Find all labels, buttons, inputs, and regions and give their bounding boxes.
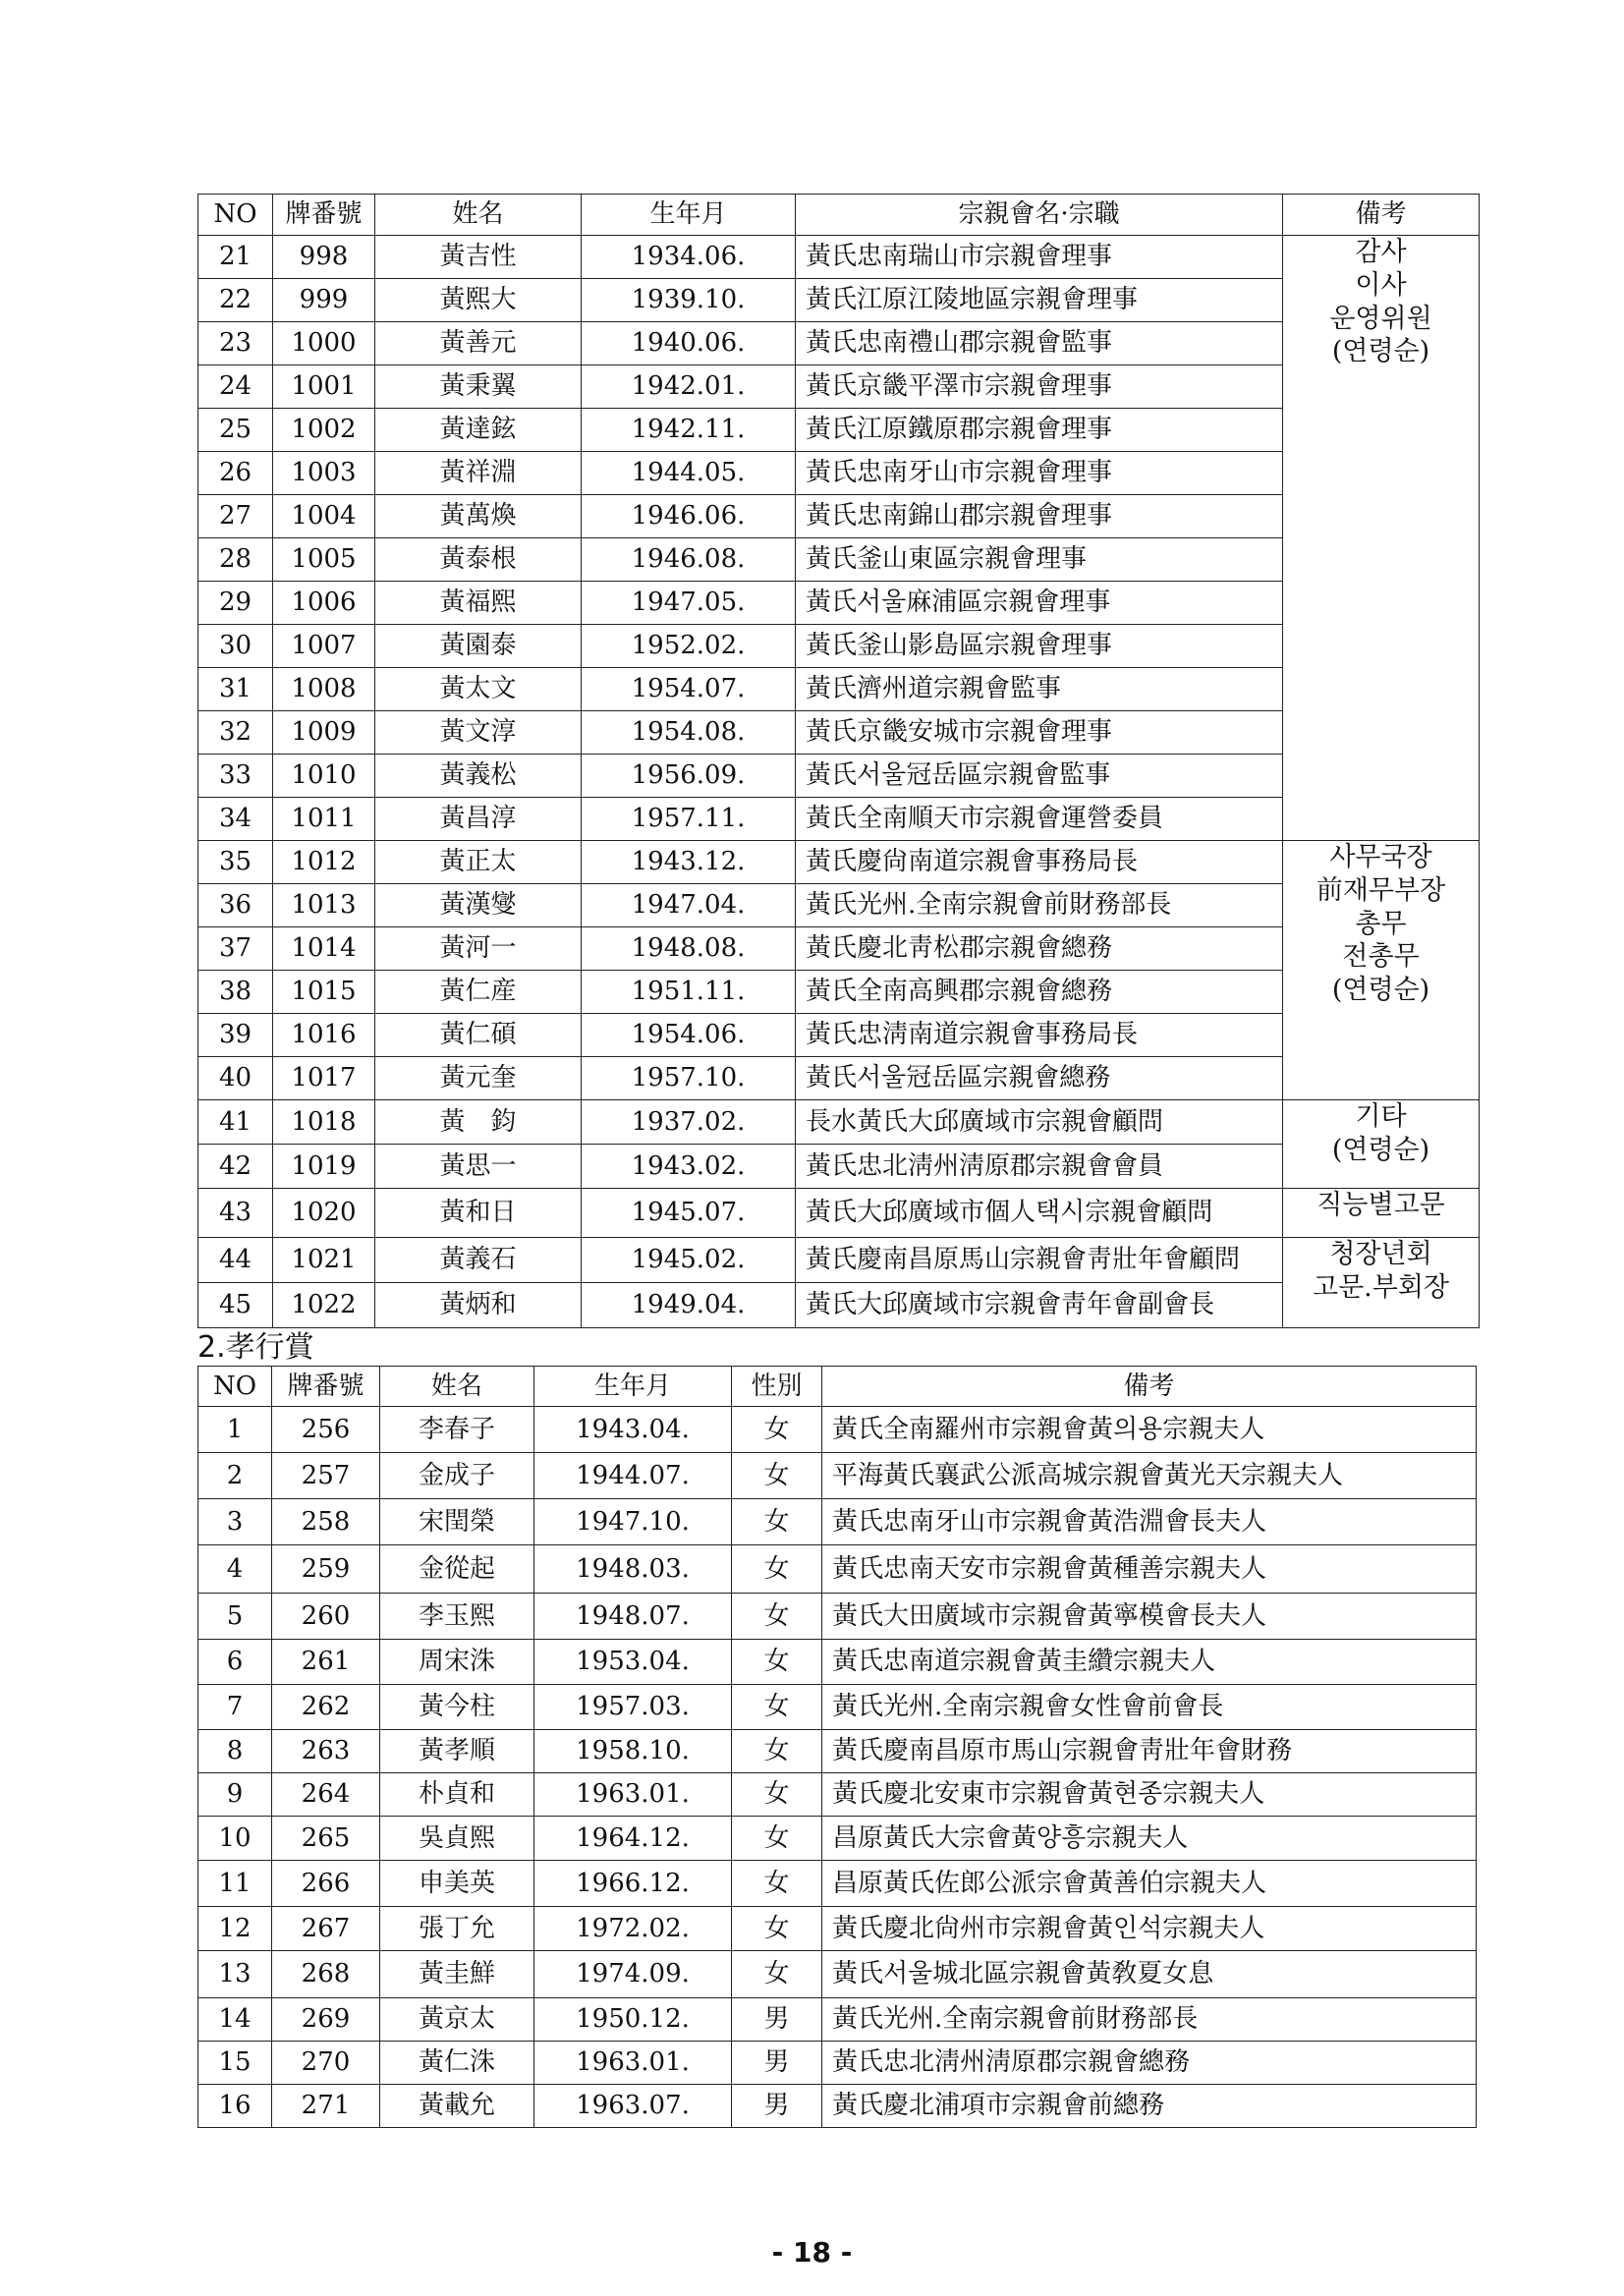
table-row [198,1773,1477,1817]
row-name: 黃泰根 [375,538,582,582]
row-birth: 1949.04. [582,1283,796,1328]
row-remarks: 黃氏忠南牙山市宗親會黃浩淵會長夫人 [822,1499,1477,1545]
row-birth: 1946.06. [582,495,796,538]
row-name: 金成子 [380,1453,534,1499]
row-no: 45 [198,1283,273,1328]
row-clan-society: 黃氏忠南瑞山市宗親會理事 [796,236,1283,279]
table-row [198,1407,1477,1453]
table-row [198,1238,1480,1283]
row-plaque-number: 1007 [273,625,375,668]
row-name: 宋閏榮 [380,1499,534,1545]
row-sex: 女 [732,1640,822,1685]
remarks-line: (연령순) [1331,336,1430,367]
row-birth: 1943.02. [582,1145,796,1189]
row-birth: 1963.07. [534,2085,732,2128]
row-birth: 1942.01. [582,365,796,409]
row-name: 黃祥淵 [375,452,582,495]
table-header-row [198,1367,1477,1407]
row-birth: 1963.01. [534,2042,732,2085]
row-sex: 女 [732,1730,822,1773]
row-no: 11 [198,1861,272,1907]
header-birth: 生年月 [534,1367,732,1407]
row-birth: 1946.08. [582,538,796,582]
row-clan-society: 黃氏忠南牙山市宗親會理事 [796,452,1283,495]
row-plaque-number: 267 [272,1907,380,1951]
row-birth: 1937.02. [582,1100,796,1145]
row-plaque-number: 1014 [273,927,375,971]
remarks-line: 직능별고문 [1316,1190,1445,1220]
row-clan-society: 黃氏江原鐵原郡宗親會理事 [796,409,1283,452]
row-name: 黃京太 [380,1998,534,2042]
row-sex: 男 [732,1998,822,2042]
row-no: 5 [198,1594,272,1640]
table-row [198,1685,1477,1730]
table-row [198,1730,1477,1773]
table-row [198,1817,1477,1861]
remarks-group [1283,1189,1480,1238]
row-birth: 1950.12. [534,1998,732,2042]
row-name: 黃仁産 [375,971,582,1014]
row-sex: 女 [732,1407,822,1453]
row-birth: 1954.07. [582,668,796,711]
row-name: 黃熙大 [375,279,582,322]
row-plaque-number: 999 [273,279,375,322]
row-birth: 1957.03. [534,1685,732,1730]
row-sex: 女 [732,1453,822,1499]
row-plaque-number: 264 [272,1773,380,1817]
row-name: 周宋洙 [380,1640,534,1685]
row-no: 29 [198,582,273,625]
remarks-line: 고문.부회장 [1313,1271,1449,1303]
row-plaque-number: 1006 [273,582,375,625]
row-no: 39 [198,1014,273,1057]
row-birth: 1957.10. [582,1057,796,1100]
row-no: 35 [198,841,273,884]
row-sex: 女 [732,1685,822,1730]
row-birth: 1948.07. [534,1594,732,1640]
row-plaque-number: 1018 [273,1100,375,1145]
row-remarks: 黃氏慶北安東市宗親會黃현종宗親夫人 [822,1773,1477,1817]
remarks-group [1283,1100,1480,1189]
row-plaque-number: 1019 [273,1145,375,1189]
row-birth: 1947.05. [582,582,796,625]
remarks-line: 사무국장 [1329,842,1432,872]
row-clan-society: 黃氏京畿安城市宗親會理事 [796,711,1283,755]
row-birth: 1957.11. [582,798,796,841]
row-sex: 女 [732,1773,822,1817]
row-no: 25 [198,409,273,452]
row-plaque-number: 262 [272,1685,380,1730]
row-plaque-number: 1016 [273,1014,375,1057]
header-remarks: 備考 [1283,195,1480,236]
table-row [198,1545,1477,1594]
row-clan-society: 長水黃氏大邱廣域市宗親會顧問 [796,1100,1283,1145]
row-birth: 1952.02. [582,625,796,668]
row-plaque-number: 1004 [273,495,375,538]
table-row [198,1189,1480,1238]
row-name: 黃太文 [375,668,582,711]
row-birth: 1939.10. [582,279,796,322]
row-no: 36 [198,884,273,927]
row-plaque-number: 1012 [273,841,375,884]
row-birth: 1945.07. [582,1189,796,1238]
row-name: 黃漢燮 [375,884,582,927]
remarks-line: 기타 [1355,1101,1407,1132]
row-plaque-number: 1008 [273,668,375,711]
remarks-group [1283,1238,1480,1328]
row-name: 黃仁碩 [375,1014,582,1057]
header-no: NO [198,195,273,236]
row-clan-society: 黃氏忠北淸州淸原郡宗親會會員 [796,1145,1283,1189]
header-remarks: 備考 [822,1367,1477,1407]
row-name: 黃吉性 [375,236,582,279]
row-remarks: 昌原黃氏佐郎公派宗會黃善伯宗親夫人 [822,1861,1477,1907]
row-no: 26 [198,452,273,495]
remarks-line: 전총무 [1342,941,1420,973]
row-plaque-number: 258 [272,1499,380,1545]
row-clan-society: 黃氏慶北靑松郡宗親會總務 [796,927,1283,971]
row-name: 黃圭鮮 [380,1951,534,1998]
row-name: 黃達鉉 [375,409,582,452]
row-name: 黃秉翼 [375,365,582,409]
row-plaque-number: 1017 [273,1057,375,1100]
row-clan-society: 黃氏忠淸南道宗親會事務局長 [796,1014,1283,1057]
row-plaque-number: 1001 [273,365,375,409]
row-plaque-number: 271 [272,2085,380,2128]
remarks-line: (연령순) [1331,1134,1430,1165]
row-name: 黃今柱 [380,1685,534,1730]
row-sex: 女 [732,1907,822,1951]
row-no: 13 [198,1951,272,1998]
row-name: 吳貞熙 [380,1817,534,1861]
row-sex: 男 [732,2085,822,2128]
row-name: 黃文淳 [375,711,582,755]
row-plaque-number: 257 [272,1453,380,1499]
row-plaque-number: 1011 [273,798,375,841]
row-name: 黃福熙 [375,582,582,625]
row-name: 黃義石 [375,1238,582,1283]
row-sex: 女 [732,1817,822,1861]
remarks-line: (연령순) [1331,975,1430,1005]
row-plaque-number: 259 [272,1545,380,1594]
row-plaque-number: 1021 [273,1238,375,1283]
row-no: 21 [198,236,273,279]
row-birth: 1948.03. [534,1545,732,1594]
header-no: NO [198,1367,272,1407]
row-no: 9 [198,1773,272,1817]
row-no: 3 [198,1499,272,1545]
row-birth: 1954.06. [582,1014,796,1057]
row-clan-society: 黃氏서울冠岳區宗親會監事 [796,755,1283,798]
row-name: 黃孝順 [380,1730,534,1773]
row-plaque-number: 269 [272,1998,380,2042]
row-remarks: 黃氏全南羅州市宗親會黃의용宗親夫人 [822,1407,1477,1453]
row-clan-society: 黃氏慶尙南道宗親會事務局長 [796,841,1283,884]
remarks-line: 감사 [1355,237,1407,267]
row-no: 7 [198,1685,272,1730]
row-name: 黃善元 [375,322,582,365]
table-row [198,1861,1477,1907]
row-sex: 女 [732,1951,822,1998]
row-remarks: 昌原黃氏大宗會黃양흥宗親夫人 [822,1817,1477,1861]
row-name: 黃仁洙 [380,2042,534,2085]
row-name: 黃河一 [375,927,582,971]
row-plaque-number: 265 [272,1817,380,1861]
row-remarks: 黃氏忠南天安市宗親會黃種善宗親夫人 [822,1545,1477,1594]
row-birth: 1963.01. [534,1773,732,1817]
row-clan-society: 黃氏京畿平澤市宗親會理事 [796,365,1283,409]
row-remarks: 平海黃氏襄武公派高城宗親會黃光天宗親夫人 [822,1453,1477,1499]
header-name: 姓名 [375,195,582,236]
row-name: 黃園泰 [375,625,582,668]
row-sex: 女 [732,1861,822,1907]
filial-award-table [197,1366,1477,2128]
row-clan-society: 黃氏大邱廣域市個人택시宗親會顧問 [796,1189,1283,1238]
row-clan-society: 黃氏忠南禮山郡宗親會監事 [796,322,1283,365]
row-no: 10 [198,1817,272,1861]
row-birth: 1943.12. [582,841,796,884]
table-row [198,236,1480,279]
row-clan-society: 黃氏大邱廣域市宗親會靑年會副會長 [796,1283,1283,1328]
row-no: 15 [198,2042,272,2085]
row-birth: 1942.11. [582,409,796,452]
row-no: 31 [198,668,273,711]
remarks-group [1283,236,1480,841]
row-birth: 1948.08. [582,927,796,971]
row-clan-society: 黃氏全南順天市宗親會運營委員 [796,798,1283,841]
row-birth: 1940.06. [582,322,796,365]
row-plaque-number: 1022 [273,1283,375,1328]
row-no: 34 [198,798,273,841]
header-clan-society: 宗親會名·宗職 [796,195,1283,236]
row-remarks: 黃氏光州.全南宗親會女性會前會長 [822,1685,1477,1730]
row-birth: 1947.04. [582,884,796,927]
row-plaque-number: 1000 [273,322,375,365]
header-birth: 生年月 [582,195,796,236]
row-name: 金從起 [380,1545,534,1594]
row-birth: 1944.05. [582,452,796,495]
row-plaque-number: 1002 [273,409,375,452]
row-birth: 1944.07. [534,1453,732,1499]
row-remarks: 黃氏서울城北區宗親會黃敎夏女息 [822,1951,1477,1998]
row-birth: 1947.10. [534,1499,732,1545]
row-remarks: 黃氏慶北尙州市宗親會黃인석宗親夫人 [822,1907,1477,1951]
row-clan-society: 黃氏全南高興郡宗親會總務 [796,971,1283,1014]
table-row [198,1640,1477,1685]
row-name: 黃正太 [375,841,582,884]
row-no: 1 [198,1407,272,1453]
row-birth: 1956.09. [582,755,796,798]
row-clan-society: 黃氏서울冠岳區宗親會總務 [796,1057,1283,1100]
row-name: 黃炳和 [375,1283,582,1328]
row-no: 41 [198,1100,273,1145]
row-name: 張丁允 [380,1907,534,1951]
row-clan-society: 黃氏光州.全南宗親會前財務部長 [796,884,1283,927]
row-plaque-number: 1010 [273,755,375,798]
row-name: 申美英 [380,1861,534,1907]
remarks-line: 청장년회 [1329,1239,1432,1269]
row-no: 32 [198,711,273,755]
row-birth: 1943.04. [534,1407,732,1453]
row-no: 4 [198,1545,272,1594]
row-no: 27 [198,495,273,538]
row-plaque-number: 1013 [273,884,375,927]
row-no: 37 [198,927,273,971]
row-name: 黃 鈞 [375,1100,582,1145]
row-clan-society: 黃氏서울麻浦區宗親會理事 [796,582,1283,625]
row-no: 33 [198,755,273,798]
row-birth: 1974.09. [534,1951,732,1998]
row-sex: 女 [732,1499,822,1545]
table-row [198,1998,1477,2042]
row-plaque-number: 270 [272,2042,380,2085]
row-name: 黃元奎 [375,1057,582,1100]
row-name: 黃萬煥 [375,495,582,538]
row-plaque-number: 256 [272,1407,380,1453]
remarks-line: 총무 [1355,908,1407,939]
row-no: 8 [198,1730,272,1773]
header-name: 姓名 [380,1367,534,1407]
row-plaque-number: 261 [272,1640,380,1685]
row-no: 14 [198,1998,272,2042]
row-birth: 1945.02. [582,1238,796,1283]
header-plaque-number: 牌番號 [273,195,375,236]
row-clan-society: 黃氏濟州道宗親會監事 [796,668,1283,711]
row-remarks: 黃氏慶南昌原市馬山宗親會靑壯年會財務 [822,1730,1477,1773]
row-plaque-number: 1009 [273,711,375,755]
row-birth: 1966.12. [534,1861,732,1907]
row-remarks: 黃氏慶北浦項市宗親會前總務 [822,2085,1477,2128]
table-row [198,841,1480,884]
header-sex: 性別 [732,1367,822,1407]
section-title: 2.孝行賞 [197,1330,314,1365]
row-no: 16 [198,2085,272,2128]
table-row [198,1907,1477,1951]
table-row [198,2042,1477,2085]
row-no: 38 [198,971,273,1014]
row-plaque-number: 1005 [273,538,375,582]
row-birth: 1964.12. [534,1817,732,1861]
row-clan-society: 黃氏忠南錦山郡宗親會理事 [796,495,1283,538]
council-member-table [197,194,1480,1328]
row-no: 44 [198,1238,273,1283]
row-birth: 1953.04. [534,1640,732,1685]
row-no: 12 [198,1907,272,1951]
page-number: - 18 - [771,2236,853,2268]
row-plaque-number: 1003 [273,452,375,495]
row-plaque-number: 1020 [273,1189,375,1238]
row-remarks: 黃氏大田廣域市宗親會黃寧模會長夫人 [822,1594,1477,1640]
row-no: 43 [198,1189,273,1238]
remarks-line: 운영위원 [1329,303,1432,334]
row-no: 2 [198,1453,272,1499]
row-clan-society: 黃氏慶南昌原馬山宗親會靑壯年會顧問 [796,1238,1283,1283]
row-clan-society: 黃氏釜山東區宗親會理事 [796,538,1283,582]
row-plaque-number: 998 [273,236,375,279]
table-header-row [198,195,1480,236]
row-no: 23 [198,322,273,365]
row-no: 22 [198,279,273,322]
row-birth: 1954.08. [582,711,796,755]
row-name: 黃昌淳 [375,798,582,841]
row-name: 黃思一 [375,1145,582,1189]
row-sex: 男 [732,2042,822,2085]
row-birth: 1972.02. [534,1907,732,1951]
table-row [198,1499,1477,1545]
remarks-line: 前재무부장 [1316,874,1446,906]
row-no: 42 [198,1145,273,1189]
table-row [198,1453,1477,1499]
row-plaque-number: 268 [272,1951,380,1998]
row-no: 24 [198,365,273,409]
row-no: 40 [198,1057,273,1100]
row-remarks: 黃氏忠北淸州淸原郡宗親會總務 [822,2042,1477,2085]
row-no: 28 [198,538,273,582]
table-row [198,1100,1480,1145]
table-row [198,2085,1477,2128]
row-birth: 1951.11. [582,971,796,1014]
row-name: 李春子 [380,1407,534,1453]
row-no: 30 [198,625,273,668]
table-row [198,1594,1477,1640]
row-no: 6 [198,1640,272,1685]
row-name: 朴貞和 [380,1773,534,1817]
row-plaque-number: 263 [272,1730,380,1773]
row-remarks: 黃氏光州.全南宗親會前財務部長 [822,1998,1477,2042]
row-name: 黃載允 [380,2085,534,2128]
row-birth: 1958.10. [534,1730,732,1773]
remarks-group [1283,841,1480,1100]
row-plaque-number: 260 [272,1594,380,1640]
header-plaque-number: 牌番號 [272,1367,380,1407]
row-remarks: 黃氏忠南道宗親會黃圭纘宗親夫人 [822,1640,1477,1685]
row-birth: 1934.06. [582,236,796,279]
row-name: 黃義松 [375,755,582,798]
row-clan-society: 黃氏江原江陵地區宗親會理事 [796,279,1283,322]
row-name: 李玉熙 [380,1594,534,1640]
row-plaque-number: 1015 [273,971,375,1014]
row-plaque-number: 266 [272,1861,380,1907]
table-row [198,1951,1477,1998]
row-sex: 女 [732,1545,822,1594]
remarks-line: 이사 [1355,269,1407,301]
row-clan-society: 黃氏釜山影島區宗親會理事 [796,625,1283,668]
row-sex: 女 [732,1594,822,1640]
row-name: 黃和日 [375,1189,582,1238]
